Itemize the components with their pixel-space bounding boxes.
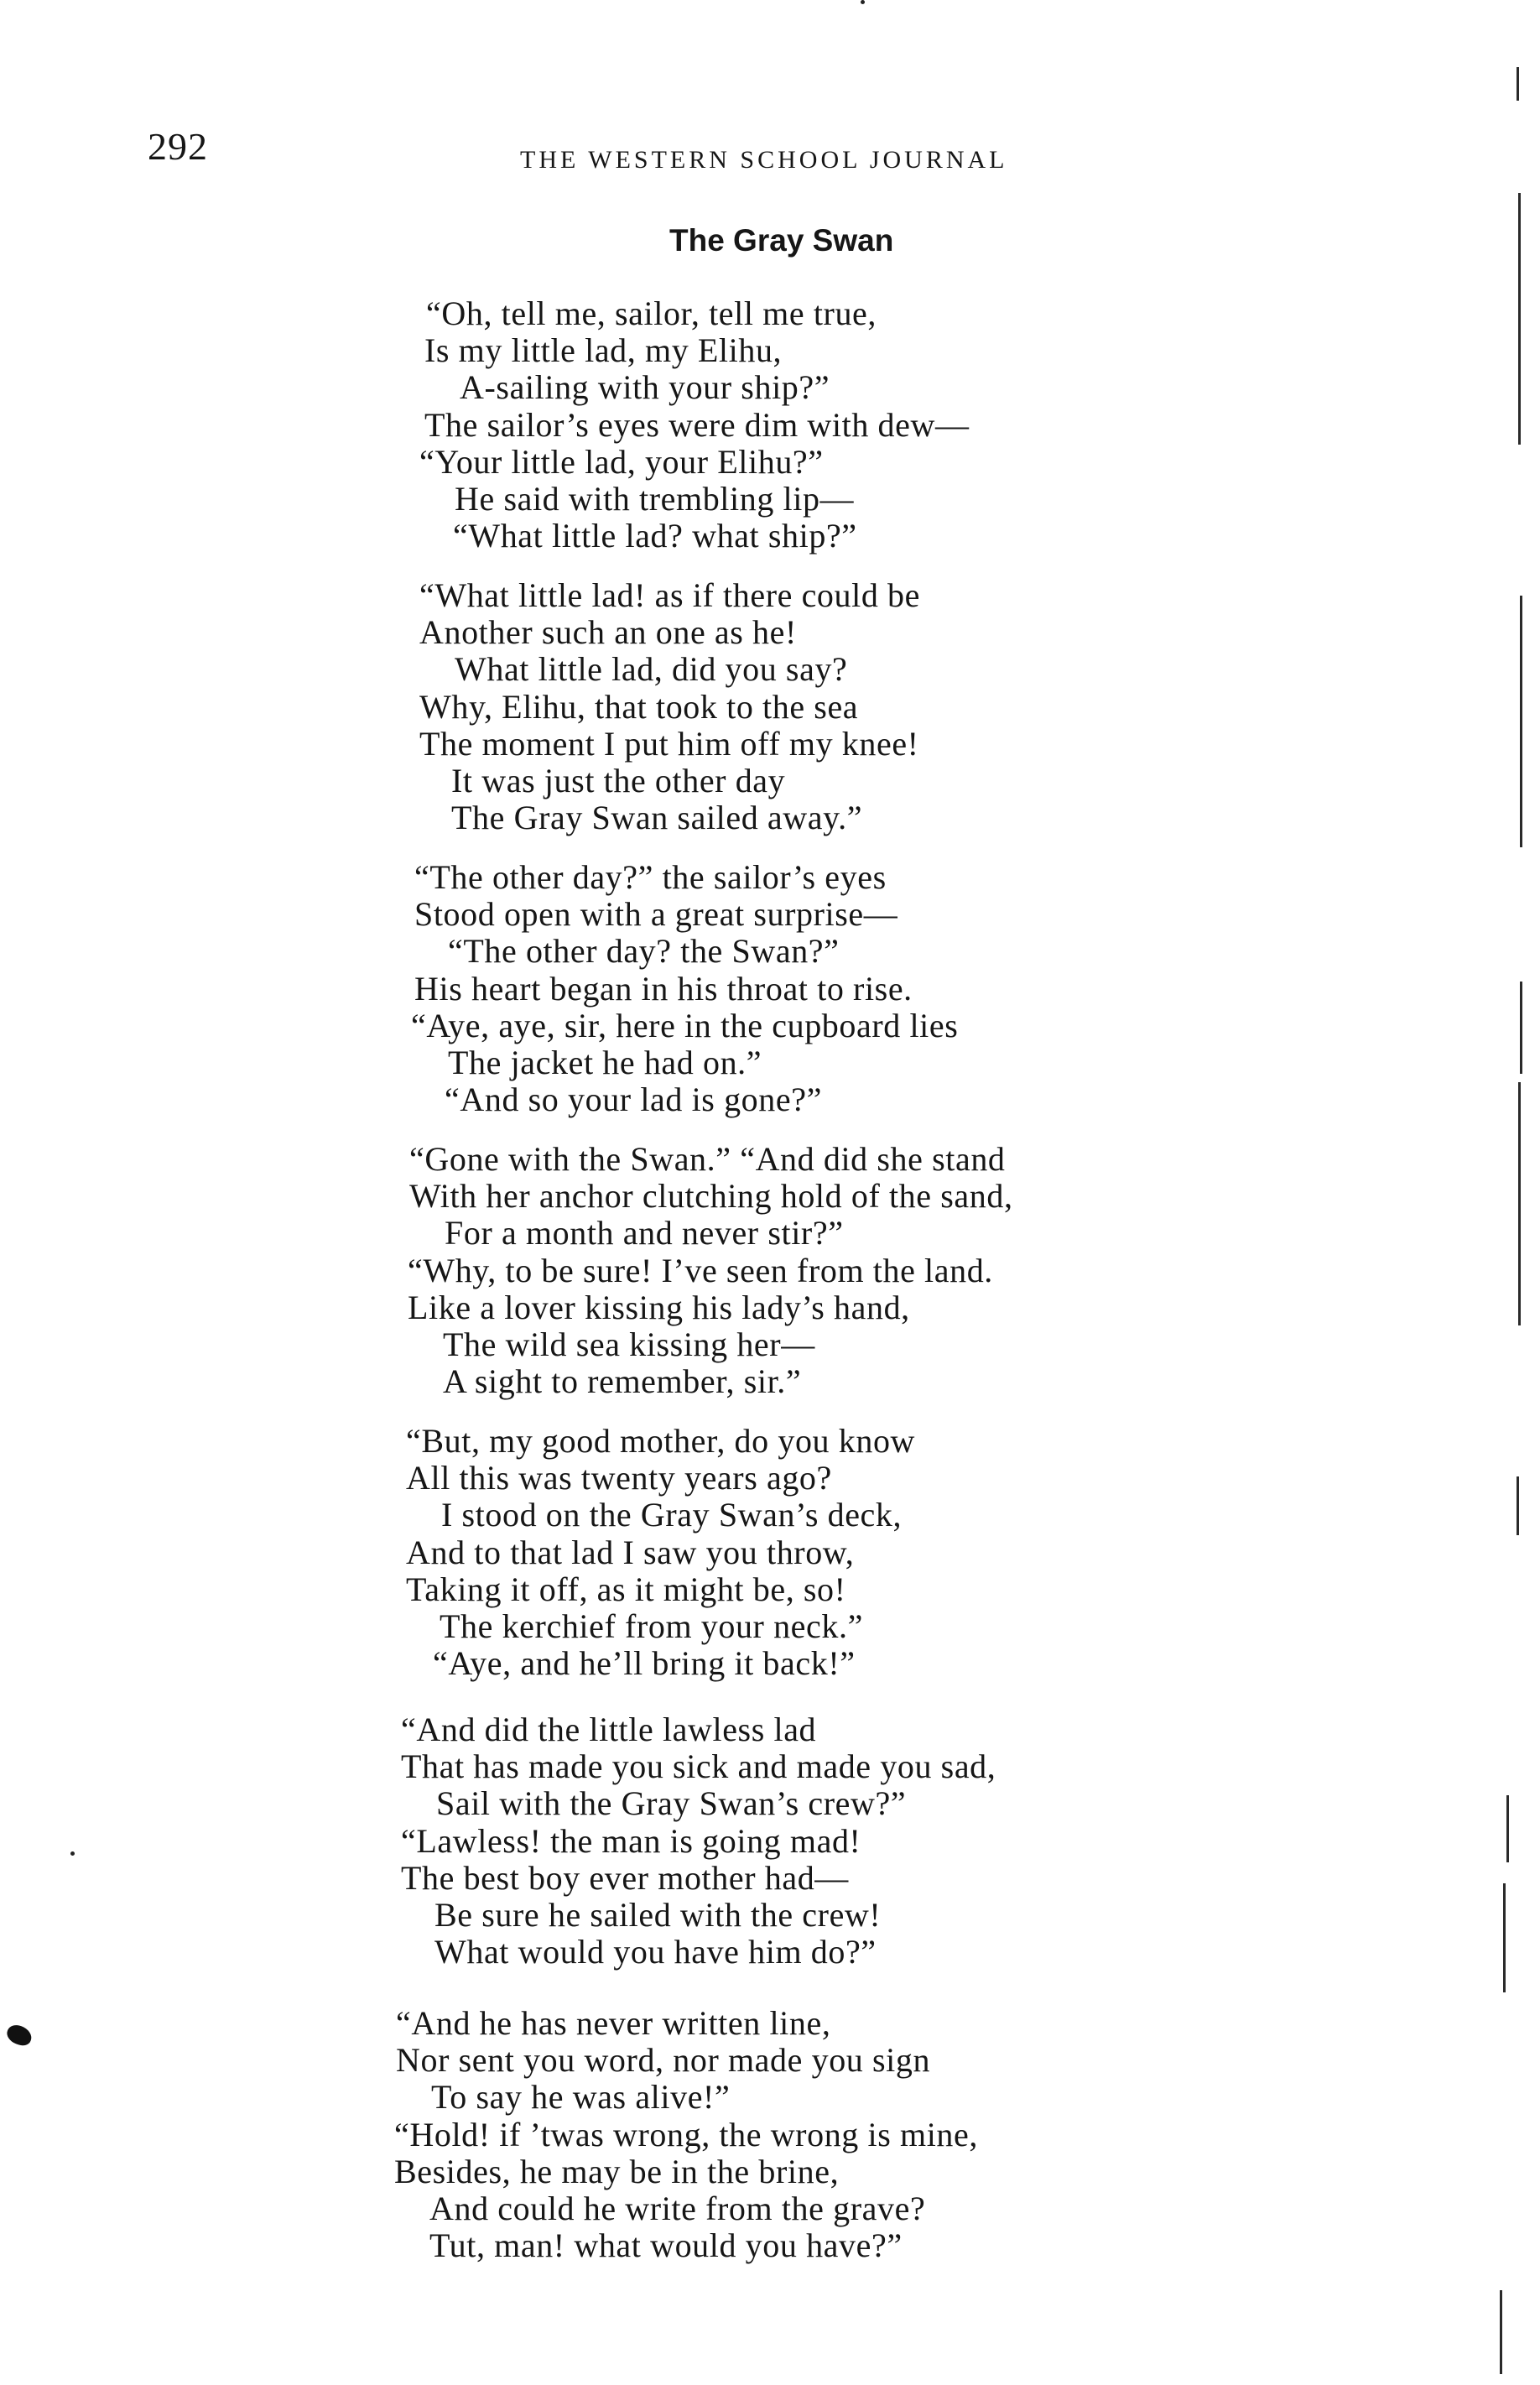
ink-speck [70, 1851, 75, 1856]
poem-line: For a month and never stir?” [445, 1214, 844, 1252]
poem-line: “Lawless! the man is going mad! [401, 1822, 861, 1860]
poem-line: The kerchief from your neck.” [440, 1607, 863, 1645]
poem-line: “The other day? the Swan?” [448, 932, 840, 970]
running-head: THE WESTERN SCHOOL JOURNAL [520, 146, 1008, 174]
poem-line: And could he write from the grave? [429, 2190, 926, 2227]
scan-edge-mark [1517, 1476, 1519, 1535]
scan-edge-mark [1520, 596, 1522, 847]
poem-line: A sight to remember, sir.” [443, 1362, 802, 1400]
poem-line: Sail with the Gray Swan’s crew?” [436, 1784, 907, 1822]
poem-line: Is my little lad, my Elihu, [424, 331, 783, 369]
poem-line: The moment I put him off my knee! [419, 725, 919, 763]
poem-line: Why, Elihu, that took to the sea [419, 688, 859, 726]
poem-line: Besides, he may be in the brine, [394, 2153, 840, 2190]
poem-line: “Hold! if ’twas wrong, the wrong is mine, [394, 2116, 978, 2153]
poem-line: “Why, to be sure! I’ve seen from the land. [408, 1252, 993, 1289]
poem-line: He said with trembling lip— [455, 480, 855, 518]
poem-line: “Gone with the Swan.” “And did she stand [409, 1140, 1006, 1178]
poem-line: That has made you sick and made you sad, [401, 1747, 996, 1785]
poem-line: “What little lad! as if there could be [419, 576, 920, 614]
poem-line: Be sure he sailed with the crew! [434, 1896, 882, 1934]
poem-line: The sailor’s eyes were dim with dew— [424, 406, 970, 444]
poem-line: To say he was alive!” [431, 2078, 731, 2116]
page-number: 292 [148, 125, 208, 168]
poem-line: Tut, man! what would you have?” [429, 2226, 903, 2264]
scan-edge-mark [1518, 1082, 1521, 1325]
poem-line: The wild sea kissing her— [443, 1325, 815, 1363]
poem-line: All this was twenty years ago? [406, 1459, 832, 1497]
poem-line: “Aye, aye, sir, here in the cupboard lies [411, 1007, 959, 1044]
poem-title: The Gray Swan [669, 223, 894, 258]
poem-line: Like a lover kissing his lady’s hand, [408, 1289, 910, 1326]
poem-line: A-sailing with your ship?” [460, 368, 830, 406]
poem-line: Taking it off, as it might be, so! [406, 1570, 846, 1608]
poem-line: “And he has never written line, [396, 2004, 831, 2042]
poem-line: I stood on the Gray Swan’s deck, [441, 1496, 903, 1534]
scan-edge-mark [1517, 67, 1519, 101]
scan-edge-mark [1500, 2290, 1502, 2374]
poem-line: “Oh, tell me, sailor, tell me true, [426, 294, 877, 332]
poem-line: With her anchor clutching hold of the sand, [409, 1177, 1013, 1215]
scan-edge-mark [1518, 193, 1521, 445]
poem-line: “The other day?” the sailor’s eyes [414, 858, 887, 896]
poem-line: What would you have him do?” [434, 1933, 877, 1971]
poem-line: Another such an one as he! [419, 613, 797, 651]
poem-line: “But, my good mother, do you know [406, 1422, 916, 1460]
poem-line: His heart began in his throat to rise. [414, 970, 913, 1008]
poem-line: The jacket he had on.” [448, 1044, 762, 1081]
poem-line: “And so your lad is gone?” [445, 1081, 822, 1118]
poem-line: Stood open with a great surprise— [414, 895, 898, 933]
poem-line: “Your little lad, your Elihu?” [419, 443, 824, 481]
poem-line: “Aye, and he’ll bring it back!” [433, 1644, 856, 1682]
poem-line: The Gray Swan sailed away.” [451, 799, 863, 836]
poem-line: “What little lad? what ship?” [453, 517, 857, 555]
poem-line: It was just the other day [451, 762, 786, 799]
poem-line: “And did the little lawless lad [401, 1711, 817, 1748]
poem-line: The best boy ever mother had— [401, 1859, 849, 1897]
poem-line: And to that lad I saw you throw, [406, 1534, 855, 1571]
poem-line: Nor sent you word, nor made you sign [396, 2041, 931, 2079]
ink-speck [861, 0, 865, 4]
poem-line: What little lad, did you say? [455, 650, 848, 688]
scan-edge-mark [1506, 1795, 1509, 1862]
scan-edge-mark [1520, 982, 1522, 1074]
scan-edge-mark [1503, 1883, 1506, 1992]
